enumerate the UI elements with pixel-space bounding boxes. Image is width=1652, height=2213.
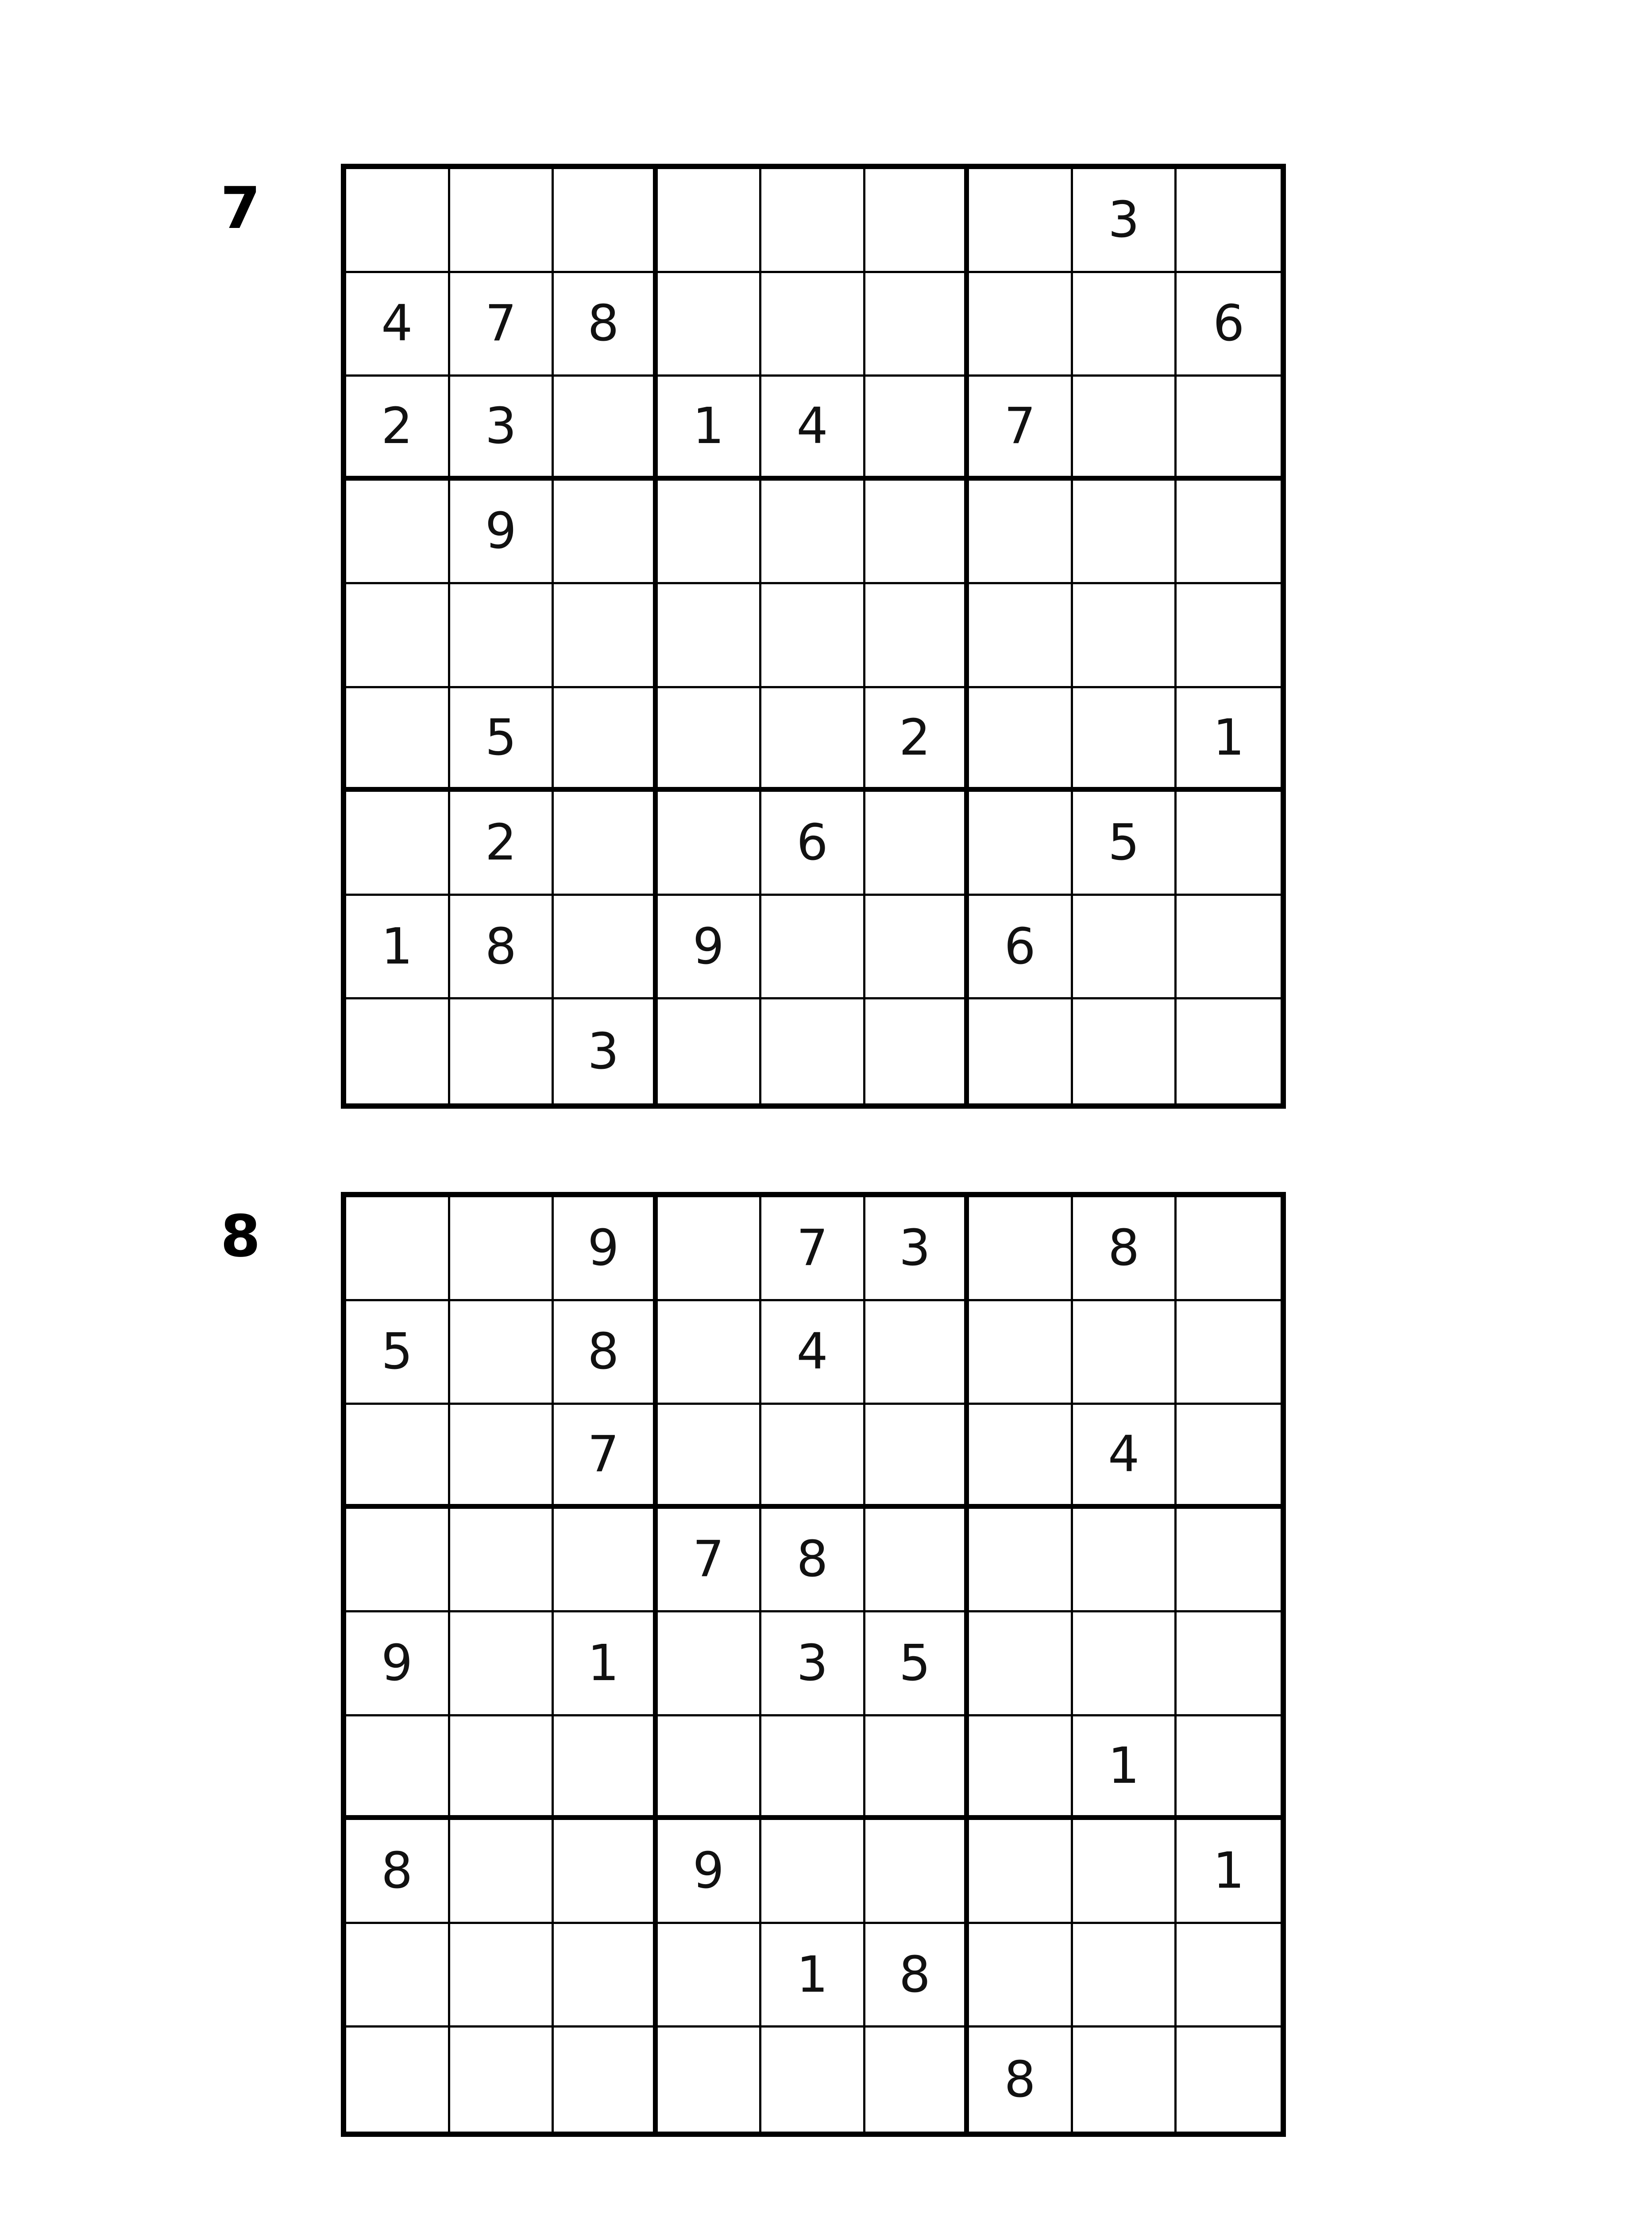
sudoku-cell[interactable] (969, 688, 1073, 792)
sudoku-cell[interactable] (658, 1301, 762, 1405)
sudoku-cell[interactable] (554, 1820, 658, 1924)
sudoku-cell[interactable] (554, 896, 658, 1000)
sudoku-cell[interactable] (346, 1405, 450, 1509)
sudoku-cell[interactable] (346, 2028, 450, 2132)
sudoku-cell[interactable]: 8 (554, 273, 658, 377)
sudoku-cell[interactable]: 1 (346, 896, 450, 1000)
sudoku-cell[interactable] (658, 273, 762, 377)
sudoku-cell[interactable]: 9 (346, 1612, 450, 1716)
sudoku-cell[interactable] (1177, 584, 1281, 688)
sudoku-cell[interactable] (761, 1716, 865, 1820)
sudoku-cell[interactable]: 5 (1073, 792, 1177, 896)
sudoku-cell[interactable] (346, 1924, 450, 2028)
sudoku-cell[interactable] (450, 1509, 554, 1613)
sudoku-cell[interactable] (554, 169, 658, 273)
sudoku-cell[interactable] (761, 169, 865, 273)
sudoku-cell[interactable]: 8 (761, 1509, 865, 1613)
sudoku-cell[interactable]: 9 (554, 1197, 658, 1301)
sudoku-cell[interactable] (554, 1716, 658, 1820)
sudoku-cell[interactable] (969, 1509, 1073, 1613)
sudoku-cell[interactable]: 8 (346, 1820, 450, 1924)
sudoku-cell[interactable] (346, 999, 450, 1103)
sudoku-cell[interactable]: 3 (1073, 169, 1177, 273)
sudoku-cell[interactable] (554, 377, 658, 481)
sudoku-cell[interactable] (865, 481, 969, 585)
sudoku-cell[interactable]: 9 (450, 481, 554, 585)
sudoku-cell[interactable] (865, 2028, 969, 2132)
sudoku-cell[interactable] (346, 169, 450, 273)
sudoku-cell[interactable] (1073, 1820, 1177, 1924)
sudoku-cell[interactable] (761, 481, 865, 585)
sudoku-cell[interactable] (1177, 2028, 1281, 2132)
sudoku-board (341, 164, 1286, 1109)
sudoku-cell[interactable] (554, 1509, 658, 1613)
sudoku-cell[interactable] (1177, 1301, 1281, 1405)
sudoku-cell[interactable] (865, 1509, 969, 1613)
sudoku-cell[interactable]: 3 (450, 377, 554, 481)
sudoku-cell[interactable] (1073, 688, 1177, 792)
sudoku-cell[interactable]: 7 (450, 273, 554, 377)
sudoku-cell[interactable] (865, 1716, 969, 1820)
sudoku-cell[interactable] (969, 1716, 1073, 1820)
sudoku-cell[interactable]: 3 (865, 1197, 969, 1301)
sudoku-cell[interactable] (554, 792, 658, 896)
sudoku-cell[interactable] (450, 1405, 554, 1509)
sudoku-cell[interactable]: 6 (761, 792, 865, 896)
sudoku-cell[interactable]: 5 (450, 688, 554, 792)
sudoku-cell[interactable] (969, 1924, 1073, 2028)
sudoku-cell[interactable] (865, 1405, 969, 1509)
sudoku-cell[interactable] (969, 792, 1073, 896)
sudoku-cell[interactable] (1073, 1509, 1177, 1613)
sudoku-cell[interactable] (865, 377, 969, 481)
sudoku-cell[interactable]: 1 (658, 377, 762, 481)
sudoku-cell[interactable] (1073, 999, 1177, 1103)
puzzle-number: 8 (220, 1203, 261, 1270)
sudoku-cell[interactable]: 4 (761, 1301, 865, 1405)
sudoku-cell[interactable] (761, 2028, 865, 2132)
sudoku-cell[interactable] (761, 999, 865, 1103)
sudoku-cell[interactable] (658, 169, 762, 273)
sudoku-cell[interactable] (865, 999, 969, 1103)
sudoku-cell[interactable] (1177, 1197, 1281, 1301)
sudoku-board (341, 1192, 1286, 2137)
sudoku-cell[interactable] (761, 688, 865, 792)
sudoku-cell[interactable] (450, 1820, 554, 1924)
sudoku-cell[interactable] (450, 169, 554, 273)
sudoku-cell[interactable] (1073, 2028, 1177, 2132)
sudoku-cell[interactable] (450, 1301, 554, 1405)
sudoku-cell[interactable]: 8 (865, 1924, 969, 2028)
sudoku-cell[interactable] (450, 1612, 554, 1716)
sudoku-cell[interactable] (1177, 896, 1281, 1000)
sudoku-cell[interactable] (969, 1612, 1073, 1716)
sudoku-cell[interactable] (969, 1820, 1073, 1924)
sudoku-cell[interactable]: 1 (761, 1924, 865, 2028)
sudoku-cell[interactable]: 4 (1073, 1405, 1177, 1509)
sudoku-cell[interactable] (969, 1301, 1073, 1405)
sudoku-cell[interactable] (865, 584, 969, 688)
sudoku-cell[interactable] (761, 1820, 865, 1924)
sudoku-cell[interactable] (658, 2028, 762, 2132)
sudoku-cell[interactable]: 3 (554, 999, 658, 1103)
sudoku-cell[interactable]: 5 (346, 1301, 450, 1405)
sudoku-cell[interactable] (761, 1405, 865, 1509)
sudoku-cell[interactable]: 7 (554, 1405, 658, 1509)
sudoku-cell[interactable]: 2 (450, 792, 554, 896)
sudoku-cell[interactable] (865, 169, 969, 273)
sudoku-cell[interactable] (865, 1820, 969, 1924)
sudoku-cell[interactable]: 1 (554, 1612, 658, 1716)
sudoku-cell[interactable] (761, 273, 865, 377)
sudoku-cell[interactable]: 7 (761, 1197, 865, 1301)
sudoku-cell[interactable]: 8 (554, 1301, 658, 1405)
sudoku-cell[interactable] (969, 1405, 1073, 1509)
sudoku-cell[interactable]: 9 (658, 1820, 762, 1924)
sudoku-cell[interactable] (554, 481, 658, 585)
sudoku-cell[interactable] (761, 584, 865, 688)
sudoku-cell[interactable]: 2 (865, 688, 969, 792)
sudoku-cell[interactable]: 1 (1177, 688, 1281, 792)
sudoku-cell[interactable] (1177, 999, 1281, 1103)
sudoku-cell[interactable] (1073, 377, 1177, 481)
sudoku-cell[interactable] (450, 1924, 554, 2028)
sudoku-cell[interactable] (1177, 792, 1281, 896)
sudoku-cell[interactable] (658, 1612, 762, 1716)
sudoku-cell[interactable]: 5 (865, 1612, 969, 1716)
sudoku-cell[interactable] (346, 1197, 450, 1301)
sudoku-cell[interactable]: 4 (346, 273, 450, 377)
sudoku-cell[interactable] (1073, 1612, 1177, 1716)
puzzle-number: 7 (220, 174, 261, 242)
sudoku-cell[interactable]: 8 (450, 896, 554, 1000)
sudoku-cell[interactable] (1177, 1924, 1281, 2028)
sudoku-cell[interactable] (450, 1716, 554, 1820)
sudoku-cell[interactable]: 6 (969, 896, 1073, 1000)
sudoku-cell[interactable] (554, 1924, 658, 2028)
sudoku-cell[interactable] (1177, 1509, 1281, 1613)
sudoku-cell[interactable] (346, 688, 450, 792)
sudoku-cell[interactable] (761, 896, 865, 1000)
sudoku-cell[interactable]: 8 (969, 2028, 1073, 2132)
sudoku-cell[interactable] (658, 688, 762, 792)
sudoku-cell[interactable]: 8 (1073, 1197, 1177, 1301)
sudoku-cell[interactable] (346, 1716, 450, 1820)
sudoku-cell[interactable] (658, 999, 762, 1103)
sudoku-cell[interactable]: 1 (1073, 1716, 1177, 1820)
sudoku-cell[interactable] (1177, 1716, 1281, 1820)
sudoku-cell[interactable] (969, 273, 1073, 377)
sudoku-cell[interactable] (1177, 1405, 1281, 1509)
sudoku-cell[interactable] (346, 584, 450, 688)
sudoku-cell[interactable]: 2 (346, 377, 450, 481)
sudoku-cell[interactable] (658, 481, 762, 585)
sudoku-cell[interactable]: 3 (761, 1612, 865, 1716)
sudoku-cell[interactable] (1073, 1301, 1177, 1405)
sudoku-cell[interactable] (658, 584, 762, 688)
sudoku-cell[interactable]: 7 (969, 377, 1073, 481)
sudoku-cell[interactable] (865, 1301, 969, 1405)
sudoku-cell[interactable] (1177, 169, 1281, 273)
sudoku-cell[interactable] (1177, 481, 1281, 585)
sudoku-cell[interactable] (346, 792, 450, 896)
sudoku-cell[interactable] (969, 169, 1073, 273)
sudoku-cell[interactable] (346, 1509, 450, 1613)
sudoku-cell[interactable] (450, 1197, 554, 1301)
sudoku-cell[interactable] (969, 481, 1073, 585)
sudoku-cell[interactable] (658, 1405, 762, 1509)
sudoku-cell[interactable] (1073, 896, 1177, 1000)
sudoku-cell[interactable] (554, 584, 658, 688)
sudoku-cell[interactable] (450, 2028, 554, 2132)
sudoku-cell[interactable] (1073, 273, 1177, 377)
sudoku-cell[interactable] (658, 1197, 762, 1301)
sudoku-cell[interactable] (1177, 1612, 1281, 1716)
sudoku-cell[interactable] (1073, 584, 1177, 688)
sudoku-cell[interactable] (969, 584, 1073, 688)
sudoku-cell[interactable] (1073, 1924, 1177, 2028)
sudoku-cell[interactable] (554, 688, 658, 792)
sudoku-cell[interactable] (865, 792, 969, 896)
sudoku-cell[interactable] (658, 792, 762, 896)
sudoku-cell[interactable] (450, 584, 554, 688)
sudoku-cell[interactable]: 6 (1177, 273, 1281, 377)
sudoku-cell[interactable] (865, 896, 969, 1000)
sudoku-cell[interactable] (1073, 481, 1177, 585)
sudoku-cell[interactable]: 1 (1177, 1820, 1281, 1924)
sudoku-cell[interactable]: 9 (658, 896, 762, 1000)
sudoku-cell[interactable] (658, 1924, 762, 2028)
sudoku-cell[interactable] (450, 999, 554, 1103)
sudoku-cell[interactable] (969, 1197, 1073, 1301)
sudoku-cell[interactable] (346, 481, 450, 585)
sudoku-cell[interactable]: 4 (761, 377, 865, 481)
sudoku-cell[interactable] (865, 273, 969, 377)
sudoku-cell[interactable] (554, 2028, 658, 2132)
sudoku-cell[interactable] (969, 999, 1073, 1103)
sudoku-cell[interactable] (658, 1716, 762, 1820)
sudoku-cell[interactable]: 7 (658, 1509, 762, 1613)
sudoku-cell[interactable] (1177, 377, 1281, 481)
